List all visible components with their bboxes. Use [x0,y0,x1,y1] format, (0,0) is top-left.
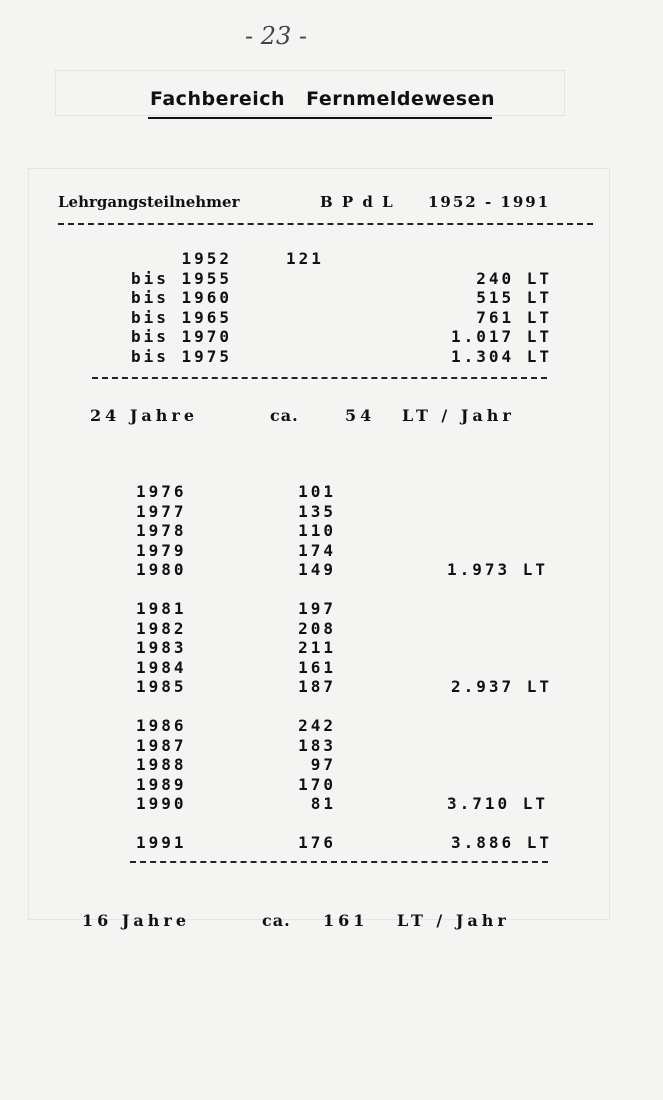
title-part1: Fachbereich [150,88,286,110]
block4-years [136,716,187,814]
count-cell: 208 [298,618,336,638]
year-cell: bis 1955 [130,268,232,288]
year-cell: 1952 [181,249,232,268]
summary2-unit: LT / Jahr [397,911,510,930]
title-part2: Fernmeldewesen [306,88,495,110]
block1-years [92,249,232,366]
year-cell: 1976 [136,482,187,501]
summary2-approx: ca. [262,911,291,930]
block2-years [136,482,187,580]
block4-total: 3.710 LT [446,794,548,813]
block5-year: 1991 [136,833,187,852]
year-cell: bis 1975 [130,346,232,366]
block5-rule [130,861,548,863]
count-cell: 183 [298,735,336,755]
block5-total: 3.886 LT [450,833,552,852]
count-cell: 174 [298,540,336,560]
summary2-value: 161 [323,911,369,930]
total-cell: 240 LT [476,268,552,288]
count-cell: 135 [298,501,336,521]
subtitle-label: Lehrgangsteilnehmer [58,193,240,211]
total-cell: 1.304 LT [450,346,552,366]
block1-counts [286,249,324,269]
subtitle-range: 1952 - 1991 [428,193,551,211]
count-cell: 161 [298,657,336,677]
count-cell: 187 [298,677,336,696]
summary1-approx: ca. [270,406,299,425]
page-title [150,88,495,110]
total-cell: 1.017 LT [450,327,552,346]
count-cell: 97 [310,755,336,774]
block2-counts [286,482,336,580]
block4-counts [286,716,336,814]
year-cell: 1977 [136,501,187,521]
year-cell: 1984 [136,657,187,677]
year-cell: 1980 [136,560,187,579]
count-cell: 81 [310,794,336,813]
year-cell: 1989 [136,774,187,794]
count-cell: 197 [298,599,336,618]
count-cell: 101 [298,482,336,501]
block3-counts [286,599,336,697]
total-cell: 515 LT [476,288,552,307]
year-cell: 1983 [136,638,187,657]
summary2-years: 16 Jahre [82,911,191,930]
year-cell: 1986 [136,716,187,735]
year-cell: bis 1960 [130,288,232,307]
block3-total: 2.937 LT [450,677,552,696]
subtitle-rule [58,223,593,225]
year-cell: 1985 [136,677,187,696]
count-cell: 149 [298,560,336,579]
count-cell: 211 [298,638,336,657]
count-cell: 121 [286,249,324,268]
page-number: - 23 - [245,22,308,50]
year-cell: 1978 [136,521,187,540]
count-cell: 242 [298,716,336,735]
summary1-years: 24 Jahre [90,406,199,425]
year-cell: 1981 [136,599,187,618]
total-cell [400,249,552,269]
year-cell: 1990 [136,794,187,813]
summary1-unit: LT / Jahr [402,406,515,425]
year-cell: 1987 [136,735,187,755]
block3-years [136,599,187,697]
year-cell: 1982 [136,618,187,638]
year-cell: bis 1965 [130,307,232,327]
subtitle-org: B P d L [320,193,395,211]
count-cell: 170 [298,774,336,794]
total-cell: 761 LT [476,307,552,327]
block1-rule [92,377,547,379]
block5-count: 176 [298,833,336,852]
summary1-value: 54 [345,406,376,425]
block1-totals [400,249,552,366]
year-cell: 1979 [136,540,187,560]
block2-total: 1.973 LT [446,560,548,579]
title-underline [148,117,492,119]
count-cell: 110 [298,521,336,540]
year-cell: bis 1970 [130,327,232,346]
year-cell: 1988 [136,755,187,774]
